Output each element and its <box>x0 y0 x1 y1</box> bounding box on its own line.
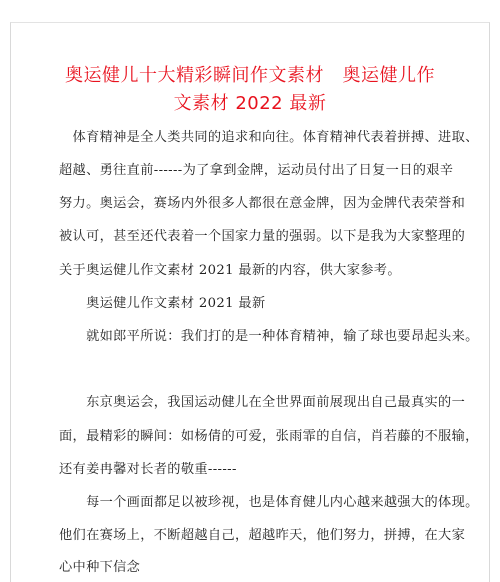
paragraph-line: 他们在赛场上，不断超越自己，超越昨天，他们努力，拼搏，在大家 <box>59 528 466 543</box>
paragraph-line: 还有姜冉馨对长者的敬重------ <box>59 462 237 477</box>
paragraph-line: 体育精神是全人类共同的追求和向往。体育精神代表着拼搏、进取、 <box>59 130 479 145</box>
paragraph-line: 每一个画面都足以被珍视，也是体育健儿内心越来越强大的体现。 <box>59 495 479 510</box>
paragraph-line: 超越、勇往直前------为了拿到金牌，运动员付出了日复一日的艰辛 <box>59 163 454 178</box>
paragraph-line: 就如郎平所说：我们打的是一种体育精神，输了球也要昂起头来。 <box>59 329 479 344</box>
paragraph-line: 关于奥运健儿作文素材 2021 最新的内容，供大家参考。 <box>59 263 401 278</box>
paragraph-line: 东京奥运会，我国运动健儿在全世界面前展现出自己最真实的一 <box>59 395 466 410</box>
document-title-line-1: 奥运健儿十大精彩瞬间作文素材 奥运健儿作 <box>65 65 435 86</box>
subheading-line: 奥运健儿作文素材 2021 最新 <box>59 296 266 311</box>
document-title-line-2: 文素材 2022 最新 <box>173 93 327 114</box>
paragraph-line-partial: 心中种下信念 <box>59 560 141 575</box>
paragraph-line: 努力。奥运会，赛场内外很多人都很在意金牌，因为金牌代表荣誉和 <box>59 196 466 211</box>
paragraph-line: 被认可，甚至还代表着一个国家力量的强弱。以下是我为大家整理的 <box>59 229 466 244</box>
paragraph-line: 面，最精彩的瞬间：如杨倩的可爱，张雨霏的自信，肖若藤的不服输， <box>59 429 479 444</box>
